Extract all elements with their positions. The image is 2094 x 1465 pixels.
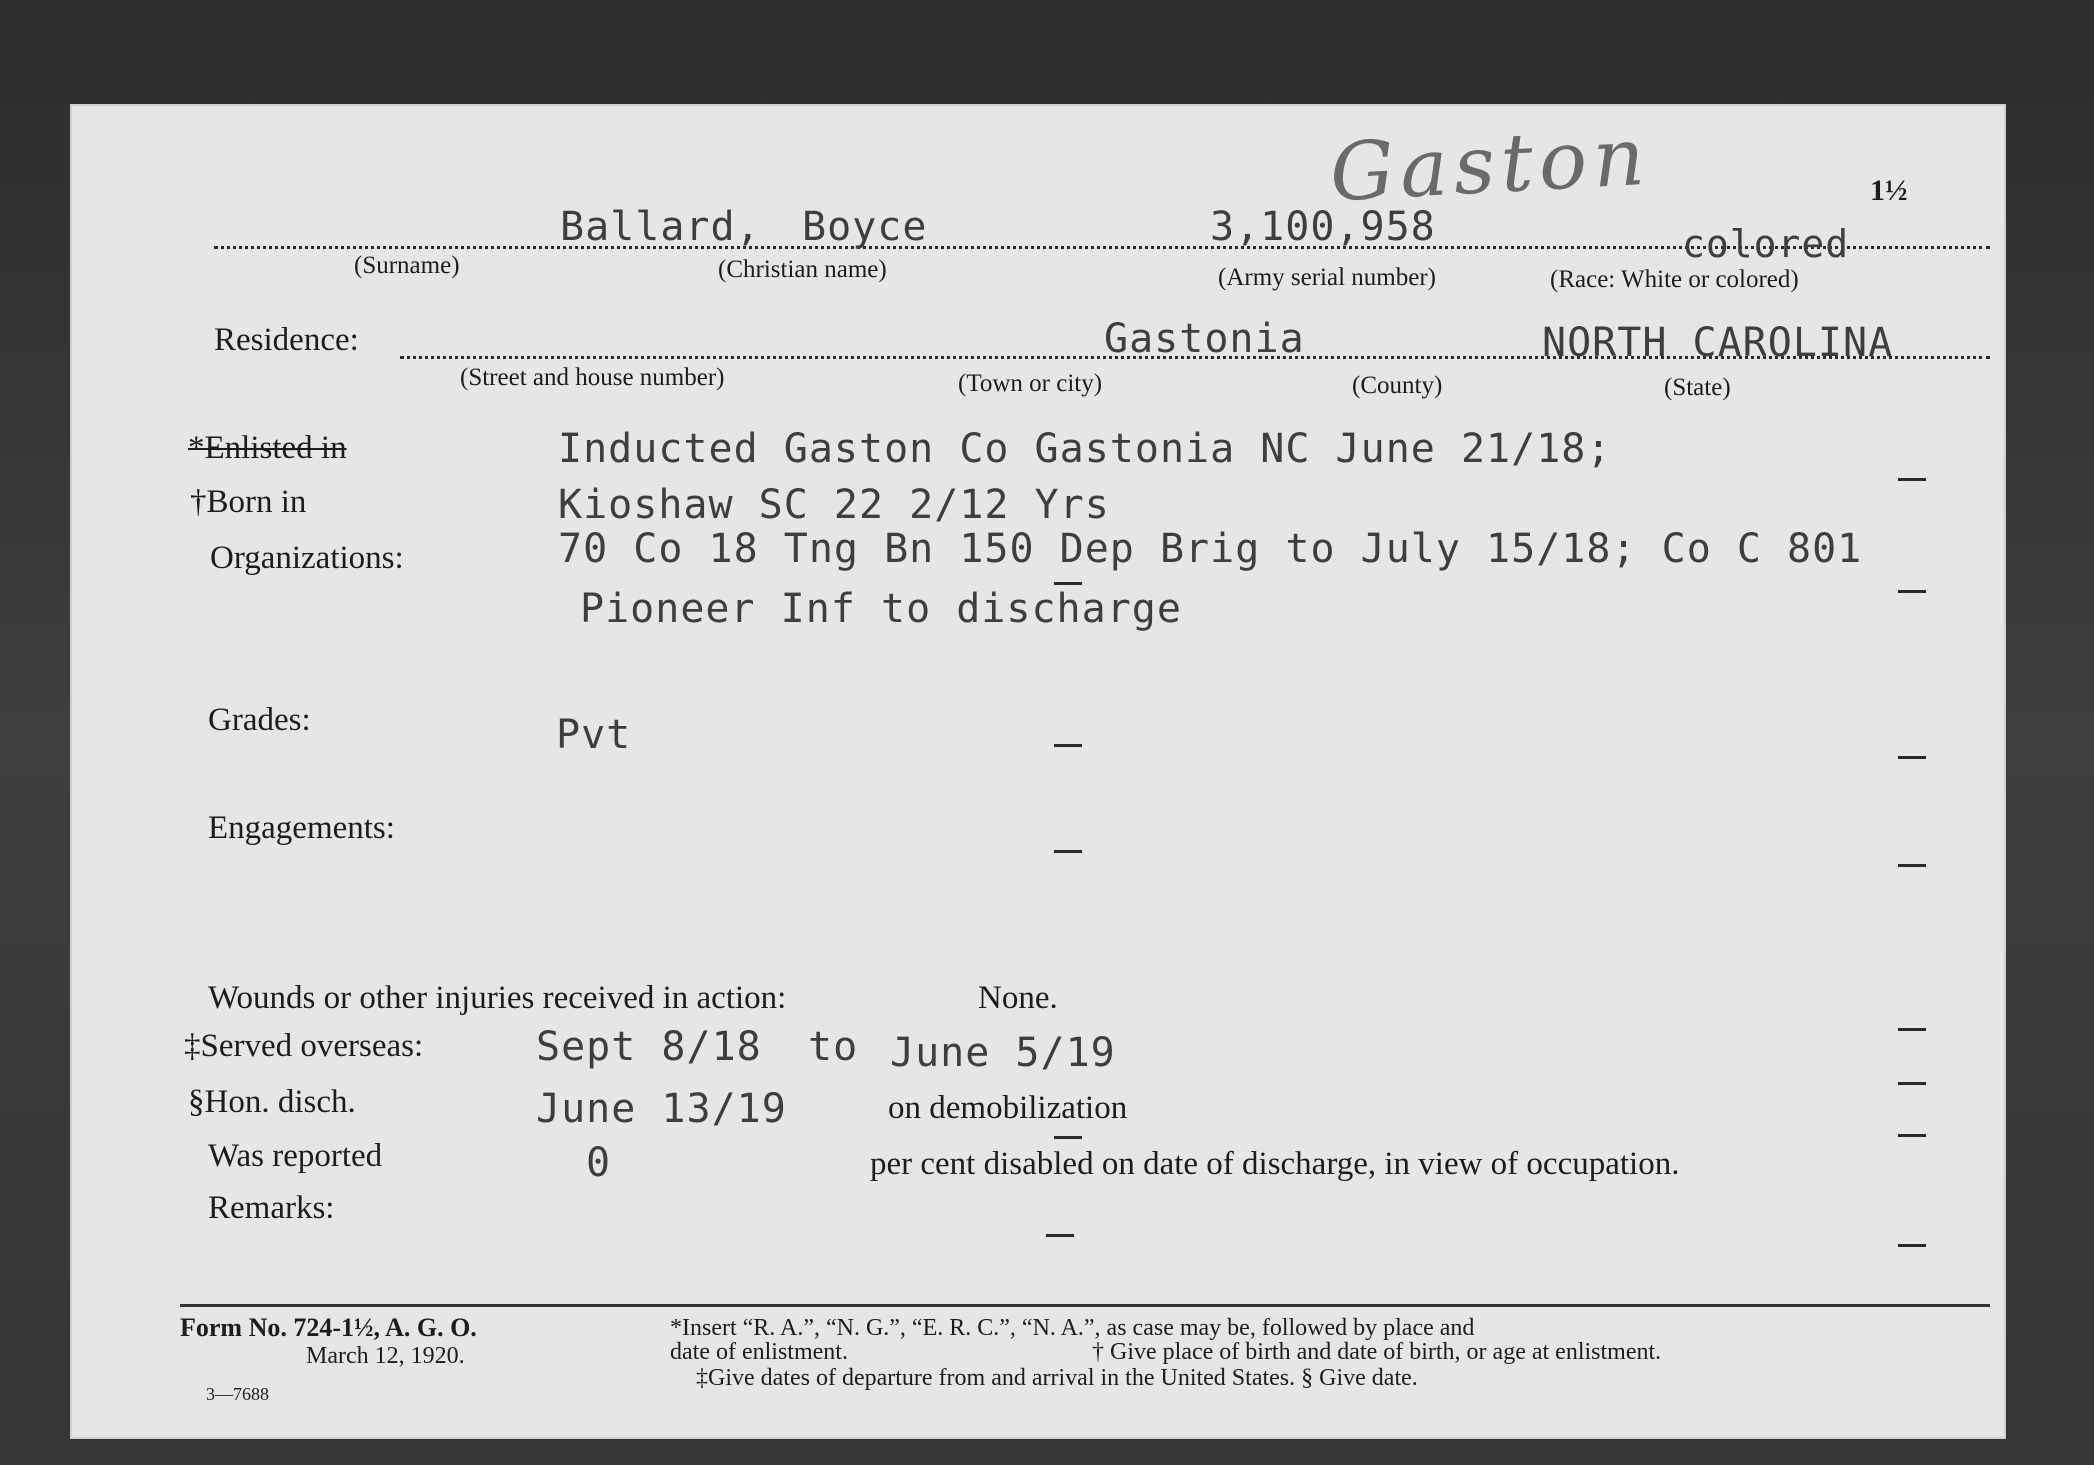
born-label: †Born in [190,484,307,520]
margin-dash [1054,850,1082,853]
margin-dash [1054,582,1082,585]
christian-name-value: Boyce [802,204,928,250]
footnote-birth: † Give place of birth and date of birth, or age at enlistment. [1092,1339,1662,1365]
form-number: Form No. 724-1½, A. G. O. [180,1313,477,1342]
margin-dash [1898,1082,1926,1085]
serial-number-caption: (Army serial number) [1218,264,1436,291]
town-caption: (Town or city) [958,370,1103,397]
born-value: Kioshaw SC 22 2/12 Yrs [558,482,1110,528]
hon-disch-label: §Hon. disch. [188,1084,356,1120]
remarks-label: Remarks: [208,1190,335,1226]
handwritten-county: Gaston [1327,109,1653,220]
residence-label: Residence: [214,322,359,358]
footer-rule [180,1304,1990,1307]
surname-caption: (Surname) [354,252,460,279]
margin-dash [1898,478,1926,481]
served-overseas-to-word: to [808,1024,859,1070]
footnote-insert-cont: date of enlistment. [670,1339,848,1365]
county-caption: (County) [1352,372,1443,399]
wounds-label: Wounds or other injuries received in action: [208,980,787,1016]
footnote-insert: *Insert “R. A.”, “N. G.”, “E. R. C.”, “N. A.”, as case may be, followed by place and [670,1315,1475,1341]
hon-disch-date: June 13/19 [536,1086,787,1132]
margin-dash [1898,1028,1926,1031]
hon-disch-reason: on demobilization [888,1090,1128,1126]
race-caption: (Race: White or colored) [1550,266,1799,293]
town-value: Gastonia [1104,316,1305,362]
state-caption: (State) [1664,374,1731,401]
disability-text: per cent disabled on date of discharge, in view of occupation. [870,1146,1680,1182]
state-value: NORTH CAROLINA [1542,320,1894,366]
serial-number-value: 3,100,958 [1210,204,1436,250]
margin-dash [1054,744,1082,747]
margin-dash [1046,1234,1074,1237]
grades-label: Grades: [208,702,311,738]
wounds-value: None. [978,980,1058,1016]
record-card [70,104,2006,1439]
margin-dash [1898,756,1926,759]
christian-name-caption: (Christian name) [718,256,887,283]
margin-dash [1898,590,1926,593]
margin-dash [1898,1244,1926,1247]
form-fraction: 1½ [1870,174,1908,207]
surname-value: Ballard, [560,204,761,250]
served-overseas-from: Sept 8/18 [536,1024,762,1070]
form-date: March 12, 1920. [306,1343,465,1369]
enlisted-label: *Enlisted in [188,430,347,466]
print-code: 3—7688 [206,1384,269,1404]
margin-dash [1898,1134,1926,1137]
engagements-label: Engagements: [208,810,395,846]
organizations-value-line-2: Pioneer Inf to discharge [580,586,1182,632]
served-overseas-label: ‡Served overseas: [184,1028,424,1064]
organizations-value-line-1: 70 Co 18 Tng Bn 150 Dep Brig to July 15/18; Co C 801 [558,526,1863,572]
race-value: colored [1682,222,1850,266]
street-caption: (Street and house number) [460,364,725,391]
enlisted-value: Inducted Gaston Co Gastonia NC June 21/18; [558,426,1612,472]
organizations-label: Organizations: [210,540,404,576]
footnote-dates: ‡Give dates of departure from and arrival in the United States. § Give date. [696,1365,1418,1391]
disability-percent-value: 0 [586,1140,612,1186]
grades-value: Pvt [556,712,632,758]
served-overseas-to: June 5/19 [890,1030,1116,1076]
margin-dash [1898,864,1926,867]
margin-dash [1054,1136,1082,1139]
was-reported-label: Was reported [208,1138,383,1174]
